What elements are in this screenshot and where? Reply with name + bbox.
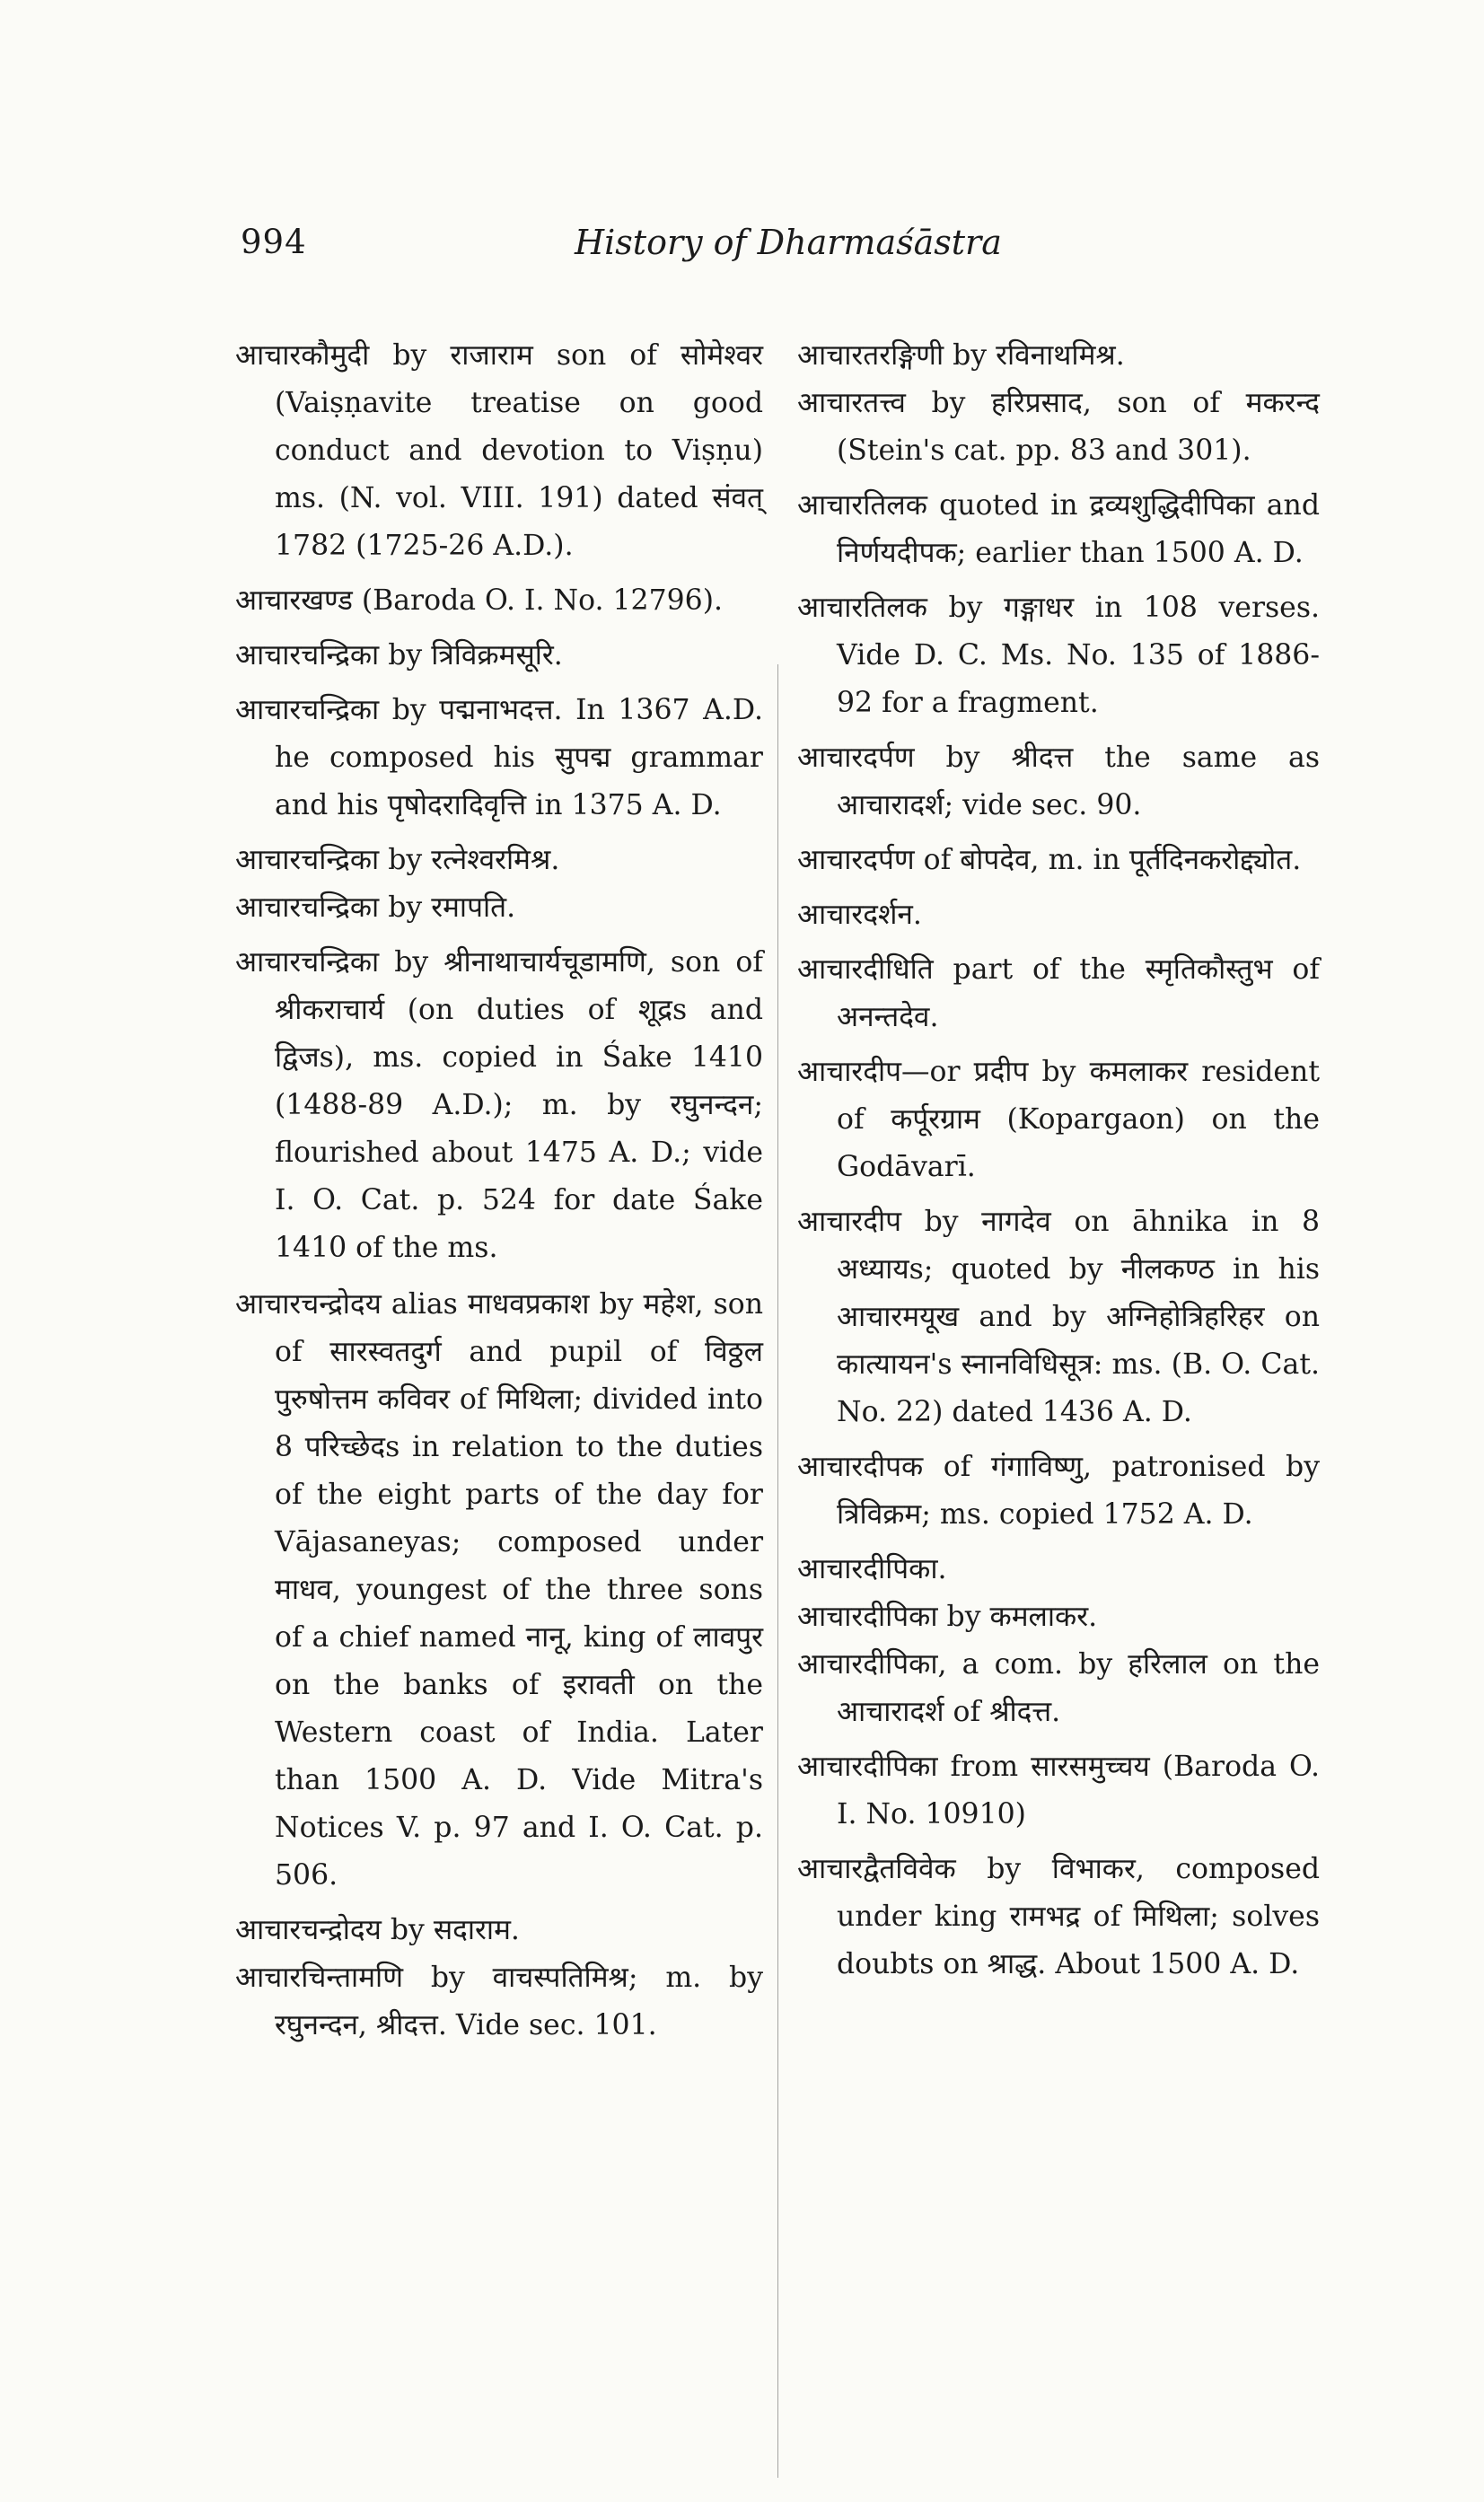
right-column — [797, 332, 1320, 1996]
entry: आचारचन्द्रोदय alias माधवप्रकाश by महेश, son of सारस्वतदुर्ग and pupil of विठ्ठल पुरुषोत्तम कविवर of मिथिला; divided into 8 परिच्छेदs in relation to the duties of the eight parts of the day for Vājasaneyas; composed under माधव, youngest of the three sons of a chief named नानू, king of लावपुर on the banks of इरावती on the Western coast of India. Later than 1500 A. D. Vide Mitra's Notices V. p. 97 and I. O. Cat. p. 506. — [235, 1288, 763, 1892]
entry: आचारद्वैतविवेक by विभाकर, composed under king रामभद्र of मिथिला; solves doubts on श्राद्ध. About 1500 A. D. — [797, 1853, 1320, 1980]
entry: आचारतरङ्गिणी by रविनाथमिश्र. — [797, 339, 1125, 372]
page-number: 994 — [241, 223, 307, 261]
entry: आचारचन्द्रिका by त्रिविक्रमसूरि. — [235, 639, 563, 672]
page-header — [0, 223, 1484, 277]
entry: आचारखण्ड (Baroda O. I. No. 12796). — [235, 584, 724, 617]
entry: आचारदीपिका from सारसमुच्चय (Baroda O. I. No. 10910) — [797, 1751, 1320, 1830]
left-column — [235, 332, 763, 2057]
running-title: History of Dharmaśāstra — [575, 223, 1002, 262]
entry: आचारदीधिति part of the स्मृतिकौस्तुभ of अनन्तदेव. — [797, 953, 1320, 1033]
entry: आचारदीपक of गंगाविष्णु, patronised by त्रिविक्रम; ms. copied 1752 A. D. — [797, 1451, 1320, 1531]
entry: आचारचन्द्रिका by पद्मनाभदत्त. In 1367 A.D. he composed his सुपद्म grammar and his पृषोदरादिवृत्ति in 1375 A. D. — [235, 694, 763, 821]
entry: आचारदीप by नागदेव on āhnika in 8 अध्यायs; quoted by नीलकण्ठ in his आचारमयूख and by अग्निहोत्रिहरिहर on कात्यायन's स्नानविधिसूत्र: ms. (B. O. Cat. No. 22) dated 1436 A. D. — [797, 1206, 1320, 1428]
entry: आचारतिलक by गङ्गाधर in 108 verses. Vide D. C. Ms. No. 135 of 1886-92 for a fragment. — [797, 592, 1320, 719]
entry: आचारकौमुदी by राजाराम son of सोमेश्वर (Vaiṣṇavite treatise on good conduct and devotion to Viṣṇu) ms. (N. vol. VIII. 191) dated संवत् 1782 (1725-26 A.D.). — [235, 339, 763, 562]
entry: आचारदीपिका, a com. by हरिलाल on the आचारादर्श of श्रीदत्त. — [797, 1648, 1320, 1728]
entry: आचारदीपिका. — [797, 1553, 947, 1585]
entry: आचारदर्शन. — [797, 899, 922, 931]
entry: आचारचन्द्रोदय by सदाराम. — [235, 1914, 520, 1946]
entry: आचारतिलक quoted in द्रव्यशुद्धिदीपिका and निर्णयदीपक; earlier than 1500 A. D. — [797, 489, 1320, 569]
entry: आचारचन्द्रिका by रत्नेश्वरमिश्र. — [235, 844, 560, 876]
entry: आचारदर्पण by श्रीदत्त the same as आचारादर्श; vide sec. 90. — [797, 742, 1320, 821]
entry: आचारतत्त्व by हरिप्रसाद, son of मकरन्द (Stein's cat. pp. 83 and 301). — [797, 387, 1320, 467]
entry: आचारदीप—or प्रदीप by कमलाकर resident of कर्पूरग्राम (Kopargaon) on the Godāvarī. — [797, 1056, 1320, 1183]
entry: आचारदीपिका by कमलाकर. — [797, 1601, 1098, 1633]
entry: आचारदर्पण of बोपदेव, m. in पूर्तदिनकरोद्द्योत. — [797, 844, 1302, 876]
column-divider — [777, 664, 778, 2478]
entry: आचारचन्द्रिका by रमापति. — [235, 891, 516, 924]
entry: आचारचन्द्रिका by श्रीनाथाचार्यचूडामणि, son of श्रीकराचार्य (on duties of शूद्रs and द्विजs), ms. copied in Śake 1410 (1488-89 A.D.); m. by रघुनन्दन; flourished about 1475 A. D.; vide I. O. Cat. p. 524 for date Śake 1410 of the ms. — [235, 946, 763, 1264]
entry: आचारचिन्तामणि by वाचस्पतिमिश्र; m. by रघुनन्दन, श्रीदत्त. Vide sec. 101. — [235, 1962, 763, 2041]
